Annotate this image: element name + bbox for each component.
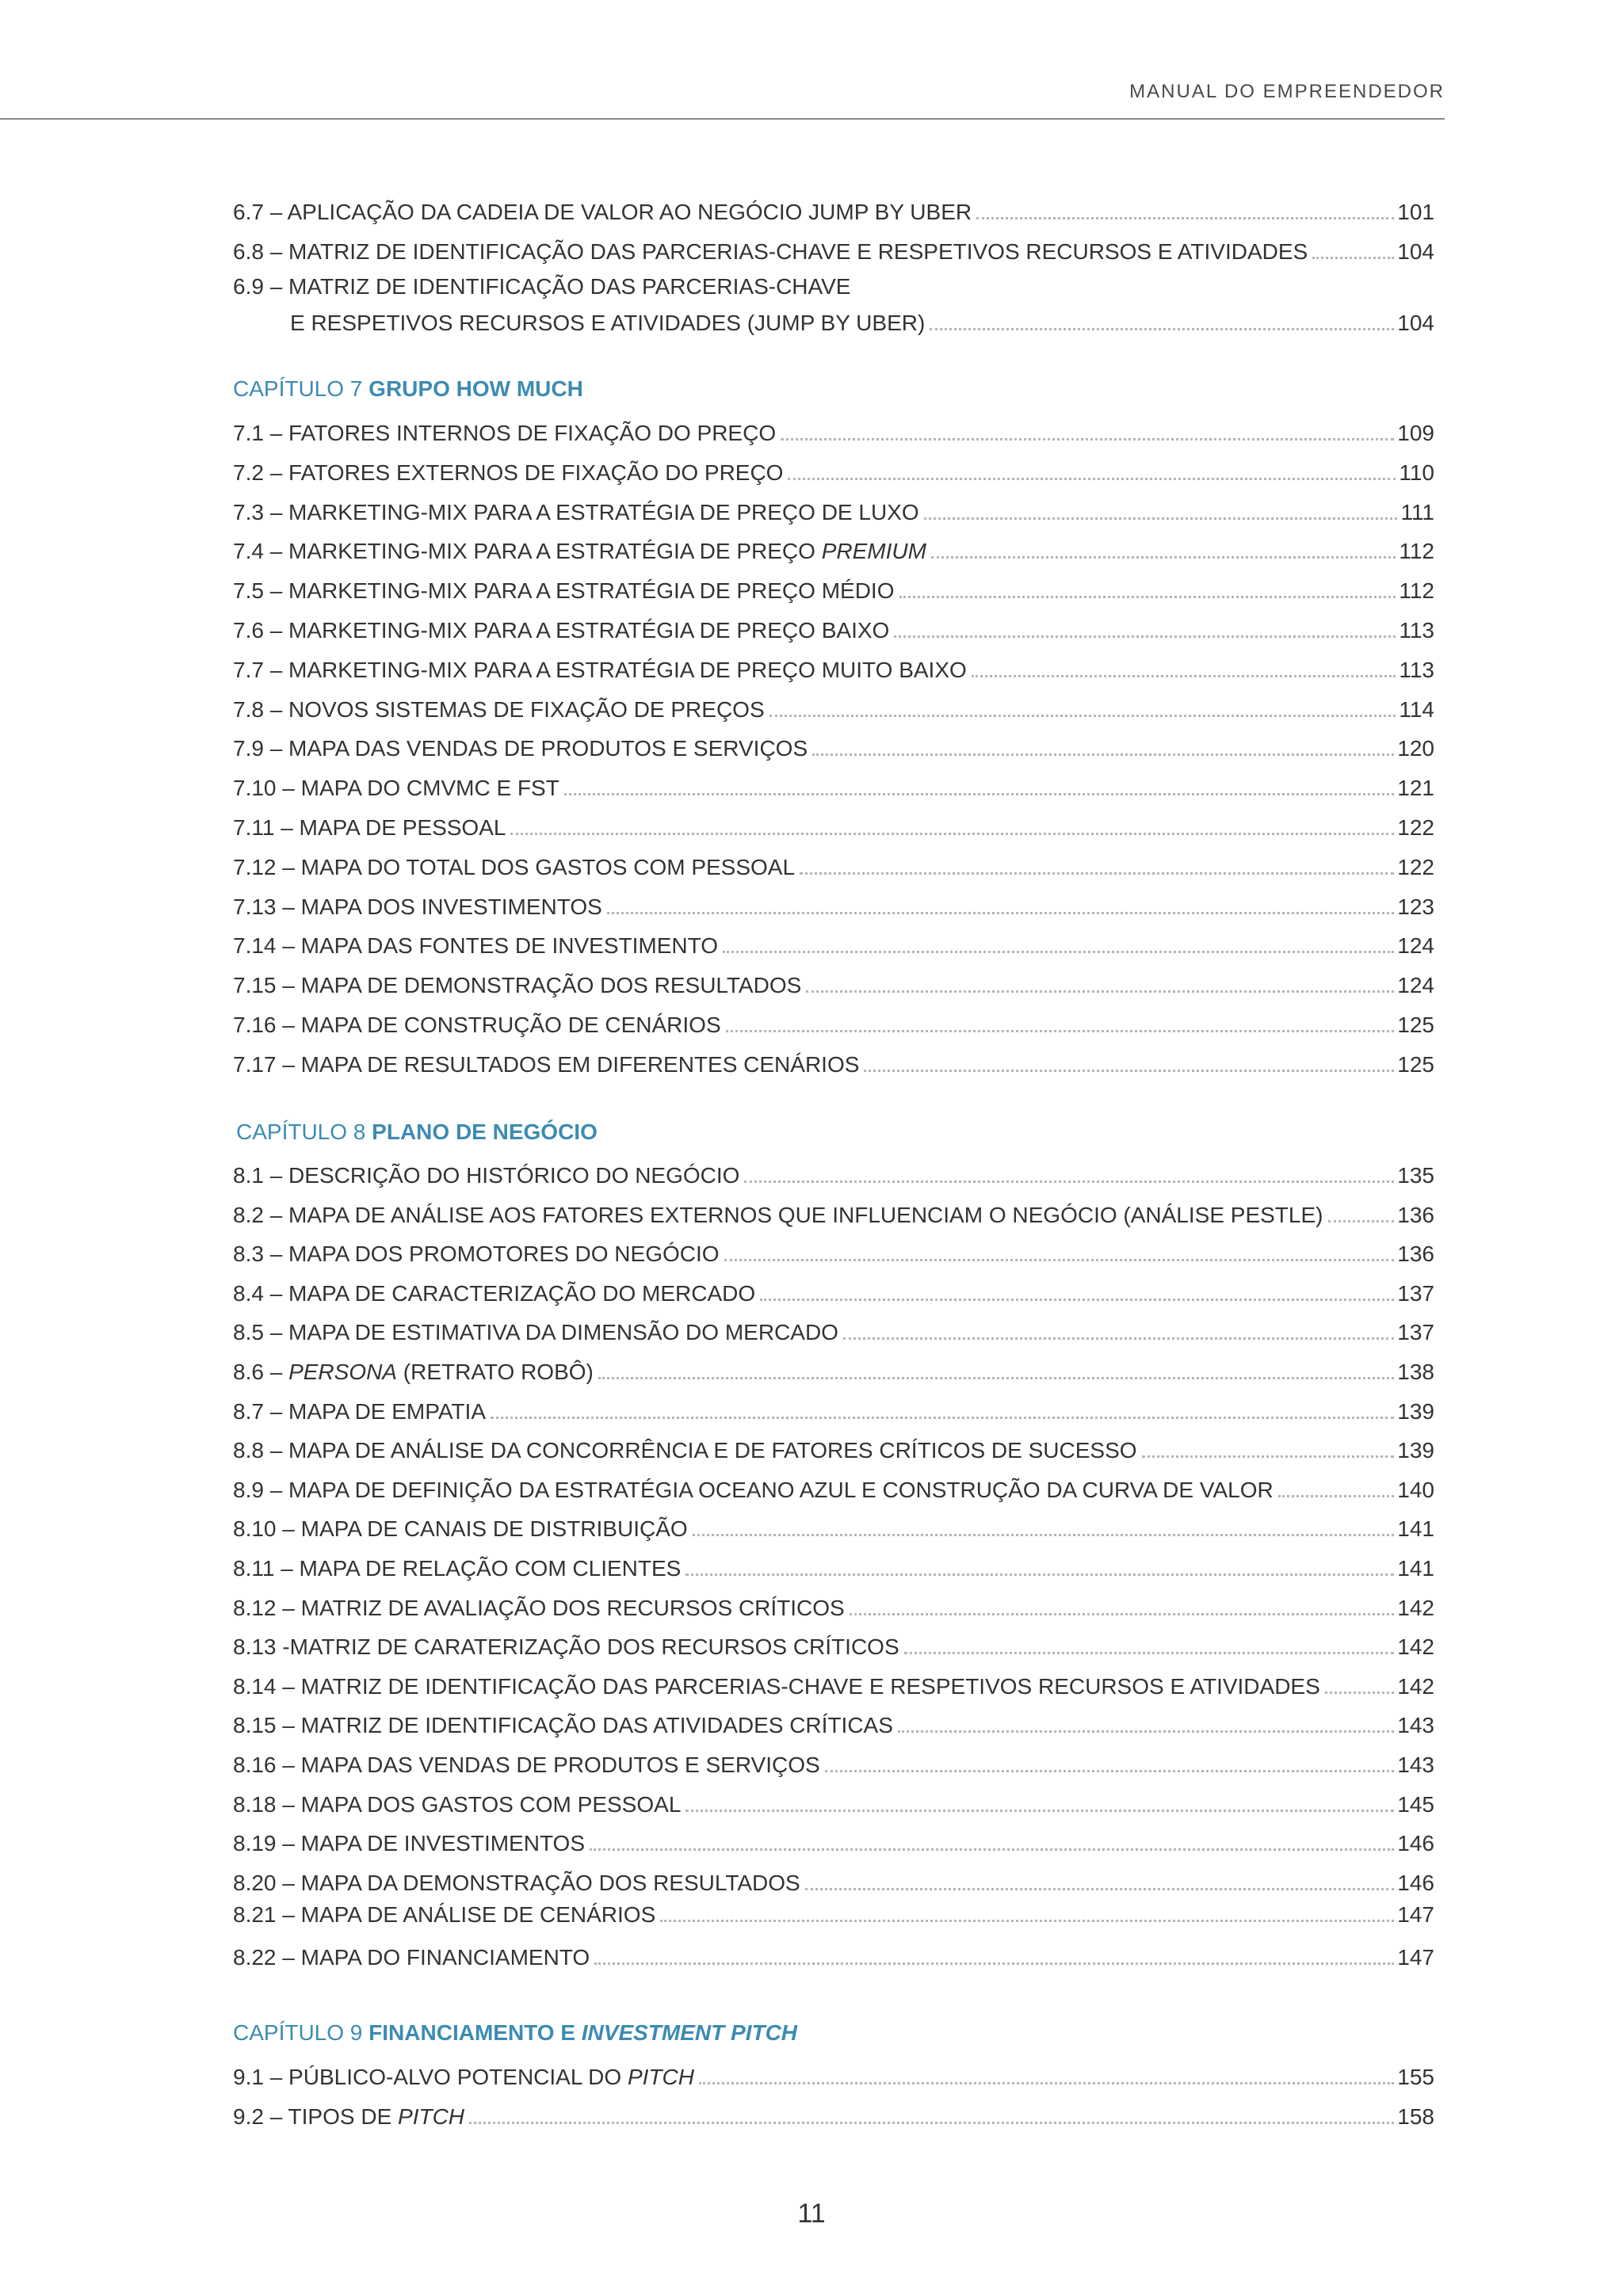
leader-dots bbox=[1312, 257, 1394, 259]
toc-entry[interactable] bbox=[233, 889, 1434, 921]
leader-dots bbox=[726, 1030, 1395, 1032]
leader-dots bbox=[898, 1730, 1394, 1733]
toc-entry-page: 104 bbox=[1397, 239, 1434, 264]
toc-entry[interactable] bbox=[233, 810, 1434, 841]
toc-entry[interactable] bbox=[233, 1707, 1434, 1739]
leader-dots bbox=[976, 217, 1394, 219]
leader-dots bbox=[724, 1259, 1395, 1261]
chapter-prefix: CAPÍTULO 7 bbox=[233, 376, 363, 401]
toc-entry-page: 123 bbox=[1397, 894, 1434, 919]
toc-entry-label: 8.19 – MAPA DE INVESTIMENTOS bbox=[233, 1831, 585, 1856]
toc-entry-label: 8.5 – MAPA DE ESTIMATIVA DA DIMENSÃO DO MERCADO bbox=[233, 1320, 838, 1345]
leader-dots bbox=[843, 1337, 1394, 1340]
toc-entry-label: 7.16 – MAPA DE CONSTRUÇÃO DE CENÁRIOS bbox=[233, 1013, 721, 1037]
toc-entry-page: 141 bbox=[1397, 1516, 1434, 1542]
leader-dots bbox=[723, 951, 1394, 953]
toc-entry[interactable] bbox=[233, 494, 1434, 526]
chapter-prefix: CAPÍTULO 8 bbox=[236, 1119, 366, 1144]
toc-entry-label: 7.3 – MARKETING-MIX PARA A ESTRATÉGIA DE PREÇO DE LUXO bbox=[233, 499, 919, 524]
toc-entry-page: 122 bbox=[1397, 815, 1434, 840]
toc-entry-page: 120 bbox=[1397, 736, 1434, 761]
toc-entry[interactable] bbox=[233, 305, 1434, 337]
leader-dots bbox=[972, 675, 1396, 677]
toc-entry[interactable] bbox=[233, 730, 1434, 762]
toc-entry[interactable] bbox=[233, 1629, 1434, 1661]
toc-entry-page: 143 bbox=[1397, 1713, 1434, 1738]
leader-dots bbox=[805, 1888, 1395, 1890]
toc-entry[interactable] bbox=[233, 194, 1434, 226]
chapter-heading[interactable] bbox=[236, 1119, 598, 1146]
toc-entry-label-emphasis: PITCH bbox=[398, 2104, 465, 2129]
toc-entry-label: E RESPETIVOS RECURSOS E ATIVIDADES (JUMP BY UBER) bbox=[290, 311, 926, 335]
toc-entry[interactable] bbox=[233, 455, 1434, 486]
toc-entry-page: 136 bbox=[1397, 1202, 1434, 1227]
leader-dots bbox=[800, 872, 1394, 875]
toc-entry-label: 6.7 – APLICAÇÃO DA CADEIA DE VALOR AO NEGÓCIO JUMP BY UBER bbox=[233, 200, 972, 224]
page-number: 11 bbox=[797, 2199, 826, 2229]
toc-entry-label: 8.14 – MATRIZ DE IDENTIFICAÇÃO DAS PARCERIAS-CHAVE E RESPETIVOS RECURSOS E ATIVIDADES bbox=[233, 1673, 1320, 1699]
leader-dots bbox=[469, 2122, 1394, 2124]
toc-entry-label: 8.15 – MATRIZ DE IDENTIFICAÇÃO DAS ATIVIDADES CRÍTICAS bbox=[233, 1713, 893, 1738]
leader-dots bbox=[769, 715, 1396, 717]
toc-entry[interactable] bbox=[233, 2099, 1434, 2130]
toc-entry-label: 9.2 – TIPOS DE PITCH bbox=[233, 2104, 465, 2129]
toc-entry[interactable] bbox=[233, 967, 1434, 999]
toc-entry[interactable] bbox=[233, 1276, 1434, 1307]
toc-entry-page: 137 bbox=[1397, 1320, 1434, 1345]
leader-dots bbox=[864, 1070, 1394, 1072]
toc-entry[interactable] bbox=[233, 692, 1434, 723]
leader-dots bbox=[825, 1770, 1395, 1772]
toc-entry-page: 137 bbox=[1397, 1280, 1434, 1306]
leader-dots bbox=[1142, 1455, 1395, 1458]
leader-dots bbox=[1328, 1220, 1395, 1222]
leader-dots bbox=[781, 438, 1394, 441]
chapter-title: FINANCIAMENTO E bbox=[369, 2020, 575, 2045]
toc-entry-label: 7.14 – MAPA DAS FONTES DE INVESTIMENTO bbox=[233, 933, 719, 959]
leader-dots bbox=[693, 1534, 1395, 1536]
toc-entry-label: 9.1 – PÚBLICO-ALVO POTENCIAL DO PITCH bbox=[233, 2065, 694, 2089]
toc-entry-page: 139 bbox=[1397, 1438, 1434, 1463]
toc-entry-page: 110 bbox=[1399, 460, 1434, 485]
toc-entry-label: 8.13 -MATRIZ DE CARATERIZAÇÃO DOS RECURSOS CRÍTICOS bbox=[233, 1634, 899, 1660]
toc-entry-page: 104 bbox=[1397, 311, 1434, 335]
leader-dots bbox=[812, 753, 1394, 756]
toc-entry-label: 8.11 – MAPA DE RELAÇÃO COM CLIENTES bbox=[233, 1556, 682, 1581]
toc-entry-label: 8.22 – MAPA DO FINANCIAMENTO bbox=[233, 1945, 590, 1970]
chapter-title: PLANO DE NEGÓCIO bbox=[372, 1119, 598, 1144]
toc-entry[interactable] bbox=[233, 1236, 1434, 1268]
toc-entry-page: 101 bbox=[1397, 200, 1434, 224]
toc-entry[interactable] bbox=[233, 1354, 1434, 1386]
toc-entry-label: 7.15 – MAPA DE DEMONSTRAÇÃO DOS RESULTADOS bbox=[233, 973, 802, 998]
toc-entry-page: 145 bbox=[1397, 1791, 1434, 1817]
toc-entry[interactable] bbox=[233, 612, 1434, 644]
header-divider bbox=[0, 118, 1445, 120]
toc-entry-page: 113 bbox=[1399, 657, 1434, 682]
toc-entry-label: 7.12 – MAPA DO TOTAL DOS GASTOS COM PESSOAL bbox=[233, 854, 796, 879]
chapter-heading[interactable] bbox=[233, 2019, 797, 2046]
chapter-heading[interactable] bbox=[233, 376, 583, 402]
toc-entry[interactable] bbox=[233, 573, 1434, 605]
toc-entry-label: 8.1 – DESCRIÇÃO DO HISTÓRICO DO NEGÓCIO bbox=[233, 1163, 740, 1188]
toc-entry[interactable] bbox=[233, 2059, 1434, 2091]
toc-entry[interactable] bbox=[233, 234, 1434, 265]
toc-entry-label: 7.4 – MARKETING-MIX PARA A ESTRATÉGIA DE PREÇO PREMIUM bbox=[233, 539, 926, 564]
leader-dots bbox=[564, 793, 1394, 795]
toc-entry-label-line1: 6.9 – MATRIZ DE IDENTIFICAÇÃO DAS PARCERIAS-CHAVE bbox=[233, 274, 851, 299]
toc-entry-label: 7.8 – NOVOS SISTEMAS DE FIXAÇÃO DE PREÇOS bbox=[233, 696, 765, 722]
toc-entry-page: 139 bbox=[1397, 1398, 1434, 1424]
toc-entry[interactable] bbox=[233, 1825, 1434, 1857]
toc-entry-page: 124 bbox=[1397, 933, 1434, 959]
leader-dots bbox=[699, 2082, 1394, 2084]
toc-entry-label: 8.20 – MAPA DA DEMONSTRAÇÃO DOS RESULTADOS bbox=[233, 1870, 800, 1895]
toc-entry[interactable] bbox=[233, 770, 1434, 802]
toc-entry[interactable] bbox=[233, 1511, 1434, 1543]
leader-dots bbox=[931, 556, 1396, 559]
toc-entry-page: 142 bbox=[1397, 1595, 1434, 1620]
leader-dots bbox=[930, 328, 1394, 330]
leader-dots bbox=[760, 1299, 1394, 1301]
toc-entry-page: 122 bbox=[1397, 854, 1434, 879]
toc-entry[interactable] bbox=[233, 1047, 1434, 1078]
toc-entry-page: 125 bbox=[1397, 1051, 1434, 1077]
toc-entry[interactable] bbox=[233, 1158, 1434, 1189]
toc-entry[interactable] bbox=[233, 1865, 1434, 1897]
leader-dots bbox=[899, 596, 1396, 598]
toc-entry-label: 8.9 – MAPA DE DEFINIÇÃO DA ESTRATÉGIA OCEANO AZUL E CONSTRUÇÃO DA CURVA DE VALOR bbox=[233, 1477, 1274, 1502]
toc-entry-label: 7.13 – MAPA DOS INVESTIMENTOS bbox=[233, 894, 602, 919]
toc-entry-page: 142 bbox=[1397, 1634, 1434, 1660]
toc-entry-page: 114 bbox=[1399, 696, 1434, 722]
toc-entry-label: 7.9 – MAPA DAS VENDAS DE PRODUTOS E SERVIÇOS bbox=[233, 736, 808, 761]
leader-dots bbox=[510, 833, 1394, 835]
toc-entry-page: 142 bbox=[1397, 1673, 1434, 1699]
toc-entry-page: 112 bbox=[1399, 539, 1434, 564]
toc-entry-page: 112 bbox=[1399, 578, 1434, 604]
toc-entry-page: 158 bbox=[1397, 2104, 1434, 2129]
leader-dots bbox=[1325, 1691, 1395, 1694]
toc-entry[interactable] bbox=[233, 1550, 1434, 1582]
toc-entry-label: 7.2 – FATORES EXTERNOS DE FIXAÇÃO DO PREÇO bbox=[233, 460, 784, 485]
leader-dots bbox=[660, 1920, 1394, 1922]
toc-entry[interactable] bbox=[233, 533, 1434, 565]
toc-entry[interactable] bbox=[233, 1432, 1434, 1464]
toc-entry-label: 7.7 – MARKETING-MIX PARA A ESTRATÉGIA DE PREÇO MUITO BAIXO bbox=[233, 657, 967, 682]
toc-entry[interactable] bbox=[233, 1747, 1434, 1779]
toc-entry[interactable] bbox=[233, 928, 1434, 959]
toc-entry-page: 155 bbox=[1397, 2065, 1434, 2089]
leader-dots bbox=[850, 1613, 1395, 1615]
leader-dots bbox=[788, 478, 1396, 480]
toc-entry[interactable] bbox=[233, 1472, 1434, 1504]
leader-dots bbox=[491, 1417, 1394, 1419]
leader-dots bbox=[904, 1652, 1395, 1654]
toc-entry[interactable] bbox=[233, 1669, 1434, 1700]
toc-entry-page: 125 bbox=[1397, 1013, 1434, 1037]
toc-entry-page: 111 bbox=[1400, 499, 1434, 524]
toc-entry[interactable] bbox=[233, 849, 1434, 881]
toc-entry-label: 6.8 – MATRIZ DE IDENTIFICAÇÃO DAS PARCERIAS-CHAVE E RESPETIVOS RECURSOS E ATIVIDADES bbox=[233, 239, 1308, 264]
toc-entry-label: 7.1 – FATORES INTERNOS DE FIXAÇÃO DO PREÇO bbox=[233, 421, 777, 445]
toc-entry[interactable] bbox=[233, 1314, 1434, 1346]
toc-entry-label: 7.5 – MARKETING-MIX PARA A ESTRATÉGIA DE PREÇO MÉDIO bbox=[233, 578, 895, 604]
toc-entry-page: 136 bbox=[1397, 1241, 1434, 1267]
toc-entry-label: 7.10 – MAPA DO CMVMC E FST bbox=[233, 776, 559, 801]
toc-entry[interactable] bbox=[233, 1897, 1434, 1928]
toc-entry-label: 7.6 – MARKETING-MIX PARA A ESTRATÉGIA DE PREÇO BAIXO bbox=[233, 618, 890, 643]
leader-dots bbox=[594, 1962, 1394, 1965]
toc-entry-page: 135 bbox=[1397, 1163, 1434, 1188]
toc-entry[interactable] bbox=[233, 652, 1434, 684]
toc-entry[interactable] bbox=[233, 1787, 1434, 1818]
toc-entry-label: 7.11 – MAPA DE PESSOAL bbox=[233, 815, 506, 840]
leader-dots bbox=[1278, 1495, 1395, 1497]
toc-entry[interactable] bbox=[233, 1939, 1434, 1971]
page-header-title: MANUAL DO EMPREENDEDOR bbox=[1129, 81, 1445, 102]
toc-entry-label: 8.4 – MAPA DE CARACTERIZAÇÃO DO MERCADO bbox=[233, 1280, 756, 1306]
toc-entry-page: 121 bbox=[1397, 776, 1434, 801]
toc-entry-label: 8.18 – MAPA DOS GASTOS COM PESSOAL bbox=[233, 1791, 682, 1817]
chapter-prefix: CAPÍTULO 9 bbox=[233, 2020, 363, 2045]
leader-dots bbox=[590, 1848, 1394, 1851]
toc-entry-page: 113 bbox=[1399, 618, 1434, 643]
toc-entry-label: 8.7 – MAPA DE EMPATIA bbox=[233, 1398, 486, 1424]
toc-entry-label: 8.6 – PERSONA (RETRATO ROBÔ) bbox=[233, 1360, 594, 1384]
toc-entry-page: 138 bbox=[1397, 1360, 1434, 1384]
leader-dots bbox=[607, 912, 1395, 914]
toc-entry-label: 8.10 – MAPA DE CANAIS DE DISTRIBUIÇÃO bbox=[233, 1516, 688, 1542]
toc-entry-page: 124 bbox=[1397, 973, 1434, 998]
leader-dots bbox=[598, 1377, 1394, 1379]
toc-entry-label: 7.17 – MAPA DE RESULTADOS EM DIFERENTES CENÁRIOS bbox=[233, 1051, 860, 1077]
toc-entry[interactable] bbox=[233, 1007, 1434, 1039]
toc-entry-label-emphasis: PREMIUM bbox=[821, 539, 926, 564]
toc-entry-label: 8.16 – MAPA DAS VENDAS DE PRODUTOS E SERVIÇOS bbox=[233, 1753, 820, 1777]
toc-entry-page: 143 bbox=[1397, 1753, 1434, 1777]
toc-entry-label-emphasis: PERSONA bbox=[288, 1360, 397, 1384]
leader-dots bbox=[924, 517, 1398, 520]
toc-entry-label: 8.12 – MATRIZ DE AVALIAÇÃO DOS RECURSOS CRÍTICOS bbox=[233, 1595, 845, 1620]
toc-entry-label: 8.2 – MAPA DE ANÁLISE AOS FATORES EXTERNOS QUE INFLUENCIAM O NEGÓCIO (ANÁLISE PESTLE) bbox=[233, 1202, 1323, 1227]
leader-dots bbox=[806, 990, 1394, 993]
toc-entry-label: 8.8 – MAPA DE ANÁLISE DA CONCORRÊNCIA E DE FATORES CRÍTICOS DE SUCESSO bbox=[233, 1438, 1137, 1463]
toc-entry-page: 147 bbox=[1397, 1945, 1434, 1970]
toc-entry[interactable] bbox=[233, 1394, 1434, 1425]
leader-dots bbox=[685, 1810, 1394, 1812]
toc-entry-page: 146 bbox=[1397, 1831, 1434, 1856]
chapter-title-emphasis: INVESTMENT PITCH bbox=[581, 2020, 798, 2045]
toc-entry-label: 8.3 – MAPA DOS PROMOTORES DO NEGÓCIO bbox=[233, 1241, 720, 1267]
toc-entry-page: 146 bbox=[1397, 1870, 1434, 1895]
toc-entry-label: 8.21 – MAPA DE ANÁLISE DE CENÁRIOS bbox=[233, 1902, 656, 1928]
leader-dots bbox=[744, 1180, 1394, 1183]
toc-entry-label-emphasis: PITCH bbox=[627, 2065, 694, 2089]
toc-entry-page: 140 bbox=[1397, 1477, 1434, 1502]
toc-entry-page: 141 bbox=[1397, 1556, 1434, 1581]
toc-entry[interactable] bbox=[233, 1590, 1434, 1622]
chapter-title: GRUPO HOW MUCH bbox=[369, 376, 583, 401]
leader-dots bbox=[685, 1573, 1394, 1576]
toc-entry[interactable] bbox=[233, 415, 1434, 447]
toc-entry[interactable] bbox=[233, 1197, 1434, 1229]
toc-entry-page: 109 bbox=[1397, 421, 1434, 445]
toc-entry-page: 147 bbox=[1397, 1902, 1434, 1928]
leader-dots bbox=[894, 635, 1396, 638]
